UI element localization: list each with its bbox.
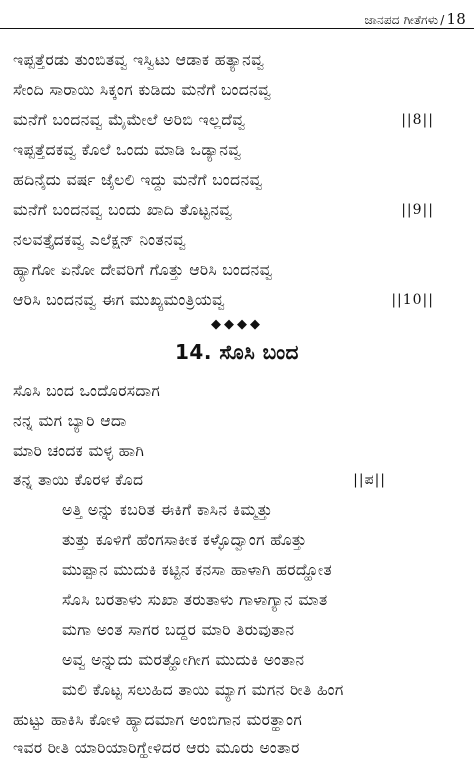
refrain-line: ನನ್ನ ಮಗ ಬ್ಯಾರಿ ಆದಾ: [13, 412, 127, 430]
refrain-line: ಸೊಸಿ ಬಂದ ಒಂದೊರಸದಾಗ: [13, 382, 161, 400]
section-divider: ◆◆◆◆: [211, 317, 263, 332]
song-title: 14. ಸೊಸಿ ಬಂದ: [175, 340, 299, 364]
verse-line: ಆರಿಸಿ ಬಂದನವ್ವ ಈಗ ಮುಖ್ಯಮಂತ್ರಿಯವ್ವ: [13, 291, 226, 309]
verse-line: ಹ್ಯಾಗೋ ಏನೋ ದೇವರಿಗೆ ಗೊತ್ತು ಆರಿಸಿ ಬಂದನವ್ವ: [13, 261, 273, 279]
page-number: 18: [446, 10, 466, 28]
header-rule: [0, 28, 474, 29]
stanza-line: ಹುಟ್ಟು ಹಾಕಿಸಿ ಕೋಳಿ ಹ್ಯಾದಮಾಗ ಅಂಬಿಗಾನ ಮರತ್ಹಾಂಗ: [13, 711, 303, 729]
stanza-line: ಇವರ ರೀತಿ ಯಾರಿಯಾರಿಗ್ಹೇಳಿದರ ಆರು ಮೂರು ಅಂತಾರ: [13, 739, 300, 757]
refrain-line: ಮಾರಿ ಚಂದಕ ಮಳ್ಳ ಹಾಗಿ: [13, 442, 145, 460]
verse-line: ಹದಿನೈದು ವರ್ಷ ಜೈಲಲಿ ಇದ್ದು ಮನೆಗೆ ಬಂದನವ್ವ: [13, 171, 263, 189]
stanza-line: ಮಗಾ ಅಂತ ಸಾಗರ ಬದ್ದರ ಮಾರಿ ತಿರುವುತಾನ: [62, 621, 295, 639]
verse-number: ||9||: [401, 202, 434, 218]
verse-line: ಮನೆಗೆ ಬಂದನವ್ವ ಮೈಮೇಲೆ ಅರಿಬಿ ಇಲ್ಲದೆವ್ವ: [13, 111, 246, 129]
stanza-line: ತುತ್ತು ಕೂಳಿಗೆ ಹೆಂಗಸಾಕೀಕ ಕಳ್ಳೊದ್ವಾಂಗ ಹೊತ್ತು: [62, 531, 307, 549]
verse-line: ಸೇಂದಿ ಸಾರಾಯಿ ಸಿಕ್ಕಂಗ ಕುಡಿದು ಮನೆಗೆ ಬಂದನವ್ವ: [13, 81, 272, 99]
running-title: ಜಾನಪದ ಗೀತೆಗಳು: [364, 13, 439, 27]
verse-line: ಇಪ್ಪತ್ತೆದಕವ್ವ ಕೊಲೆ ಒಂದು ಮಾಡಿ ಒಡ್ಯಾನವ್ವ: [13, 141, 242, 159]
stanza-line: ಅತ್ತಿ ಅನ್ನು ಕಬರಿತ ಈಕಿಗೆ ಕಾಸಿನ ಕಿಮ್ಮತ್ತು: [62, 501, 273, 519]
verse-number: ||10||: [391, 292, 434, 308]
header-separator: /: [440, 13, 445, 27]
stanza-line: ಸೊಸಿ ಬರತಾಳು ಸುಖಾ ತರುತಾಳು ಗಾಳಾಗ್ಯಾನ ಮಾತ: [62, 591, 328, 609]
stanza-line: ಮುಪ್ಪಾನ ಮುದುಕಿ ಕಟ್ಟಿನ ಕನಸಾ ಹಾಳಾಗಿ ಹರದ್ಹೋತ: [62, 561, 333, 579]
refrain-line: ತನ್ನ ತಾಯಿ ಕೊರಳ ಕೊದ: [13, 471, 144, 489]
verse-line: ಮನೆಗೆ ಬಂದನವ್ವ ಬಂದು ಖಾದಿ ತೊಟ್ಟನವ್ವ: [13, 201, 233, 219]
verse-number: ||8||: [401, 112, 434, 128]
refrain-marker: ||ಪ||: [353, 472, 386, 488]
stanza-line: ಅವ್ವ ಅನ್ನುದು ಮರತ್ಹೋಗೀಗ ಮುದುಕಿ ಅಂತಾನ: [62, 651, 305, 669]
verse-line: ನಲವತ್ತೈದಕವ್ವ ಎಲೆಕ್ಷನ್ ನಿಂತನವ್ವ: [13, 231, 187, 249]
stanza-line: ಮಲಿ ಕೊಟ್ಟ ಸಲುಹಿದ ತಾಯಿ ಮ್ಯಾಗ ಮಗನ ರೀತಿ ಹಿಂಗ: [62, 681, 344, 699]
verse-line: ಇಪ್ಪತ್ತೆರಡು ತುಂಬಿತವ್ವ ಇಸ್ವಿಟು ಆಡಾಕ ಹತ್ಯಾನವ್ವ: [13, 51, 265, 69]
page-header: [365, 10, 466, 28]
